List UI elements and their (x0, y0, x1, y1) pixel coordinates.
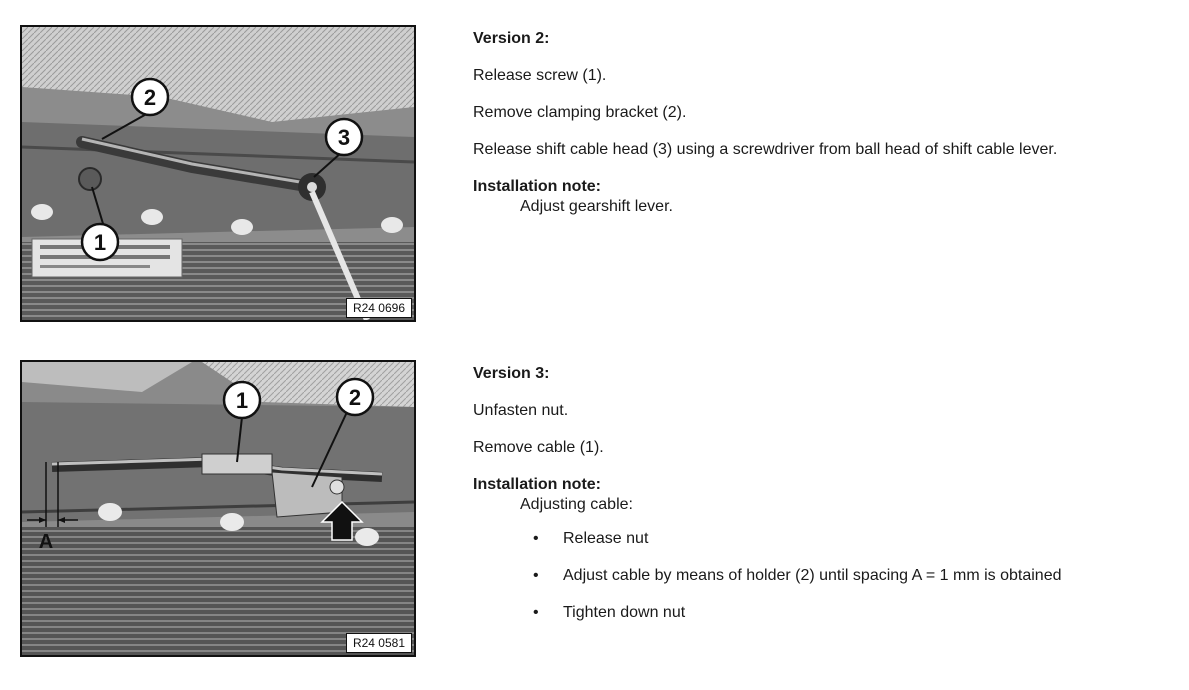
installation-note-label: Installation note: (473, 178, 601, 195)
installation-note-text: Adjusting cable: (520, 496, 633, 513)
step-text: Release screw (1). (473, 67, 607, 84)
svg-text:1: 1 (93, 230, 107, 255)
step-text: Release shift cable head (3) using a screwdriver from ball head of shift cable lever. (473, 141, 1058, 158)
section-heading: Version 3: (473, 365, 550, 382)
list-item (533, 603, 1163, 623)
bullet-icon: • (533, 530, 539, 547)
callout-2 (132, 79, 168, 115)
callout-1 (82, 224, 118, 260)
step-text: Remove clamping bracket (2). (473, 104, 687, 121)
callout-1 (224, 382, 260, 418)
bullet-icon: • (533, 567, 539, 584)
step-text: Remove cable (1). (473, 439, 604, 456)
section-heading: Version 2: (473, 30, 550, 47)
version-2-text (473, 29, 1163, 217)
version-2-figure (20, 25, 416, 322)
installation-note-text: Adjust gearshift lever. (520, 198, 673, 215)
svg-text:2: 2 (348, 385, 362, 410)
dimension-a-label: A (38, 531, 54, 553)
version-2-photo (22, 27, 414, 320)
adjustment-steps-list (473, 529, 1163, 623)
svg-text:3: 3 (337, 125, 351, 150)
callout-2 (337, 379, 373, 415)
figure-id-label: R24 0696 (346, 298, 412, 318)
version-3-figure (20, 360, 416, 657)
list-item-text: Adjust cable by means of holder (2) until spacing A = 1 mm is obtained (563, 567, 1062, 584)
version-3-photo (22, 362, 414, 655)
svg-text:1: 1 (235, 388, 249, 413)
step-text: Unfasten nut. (473, 402, 569, 419)
installation-note-label: Installation note: (473, 476, 601, 493)
figure-id-label: R24 0581 (346, 633, 412, 653)
callout-3 (326, 119, 362, 155)
svg-text:2: 2 (143, 85, 157, 110)
version-3-text (473, 364, 1163, 640)
list-item-text: Release nut (563, 530, 649, 547)
list-item-text: Tighten down nut (563, 604, 686, 621)
bullet-icon: • (533, 604, 539, 621)
list-item (533, 566, 1163, 586)
list-item (533, 529, 1163, 549)
